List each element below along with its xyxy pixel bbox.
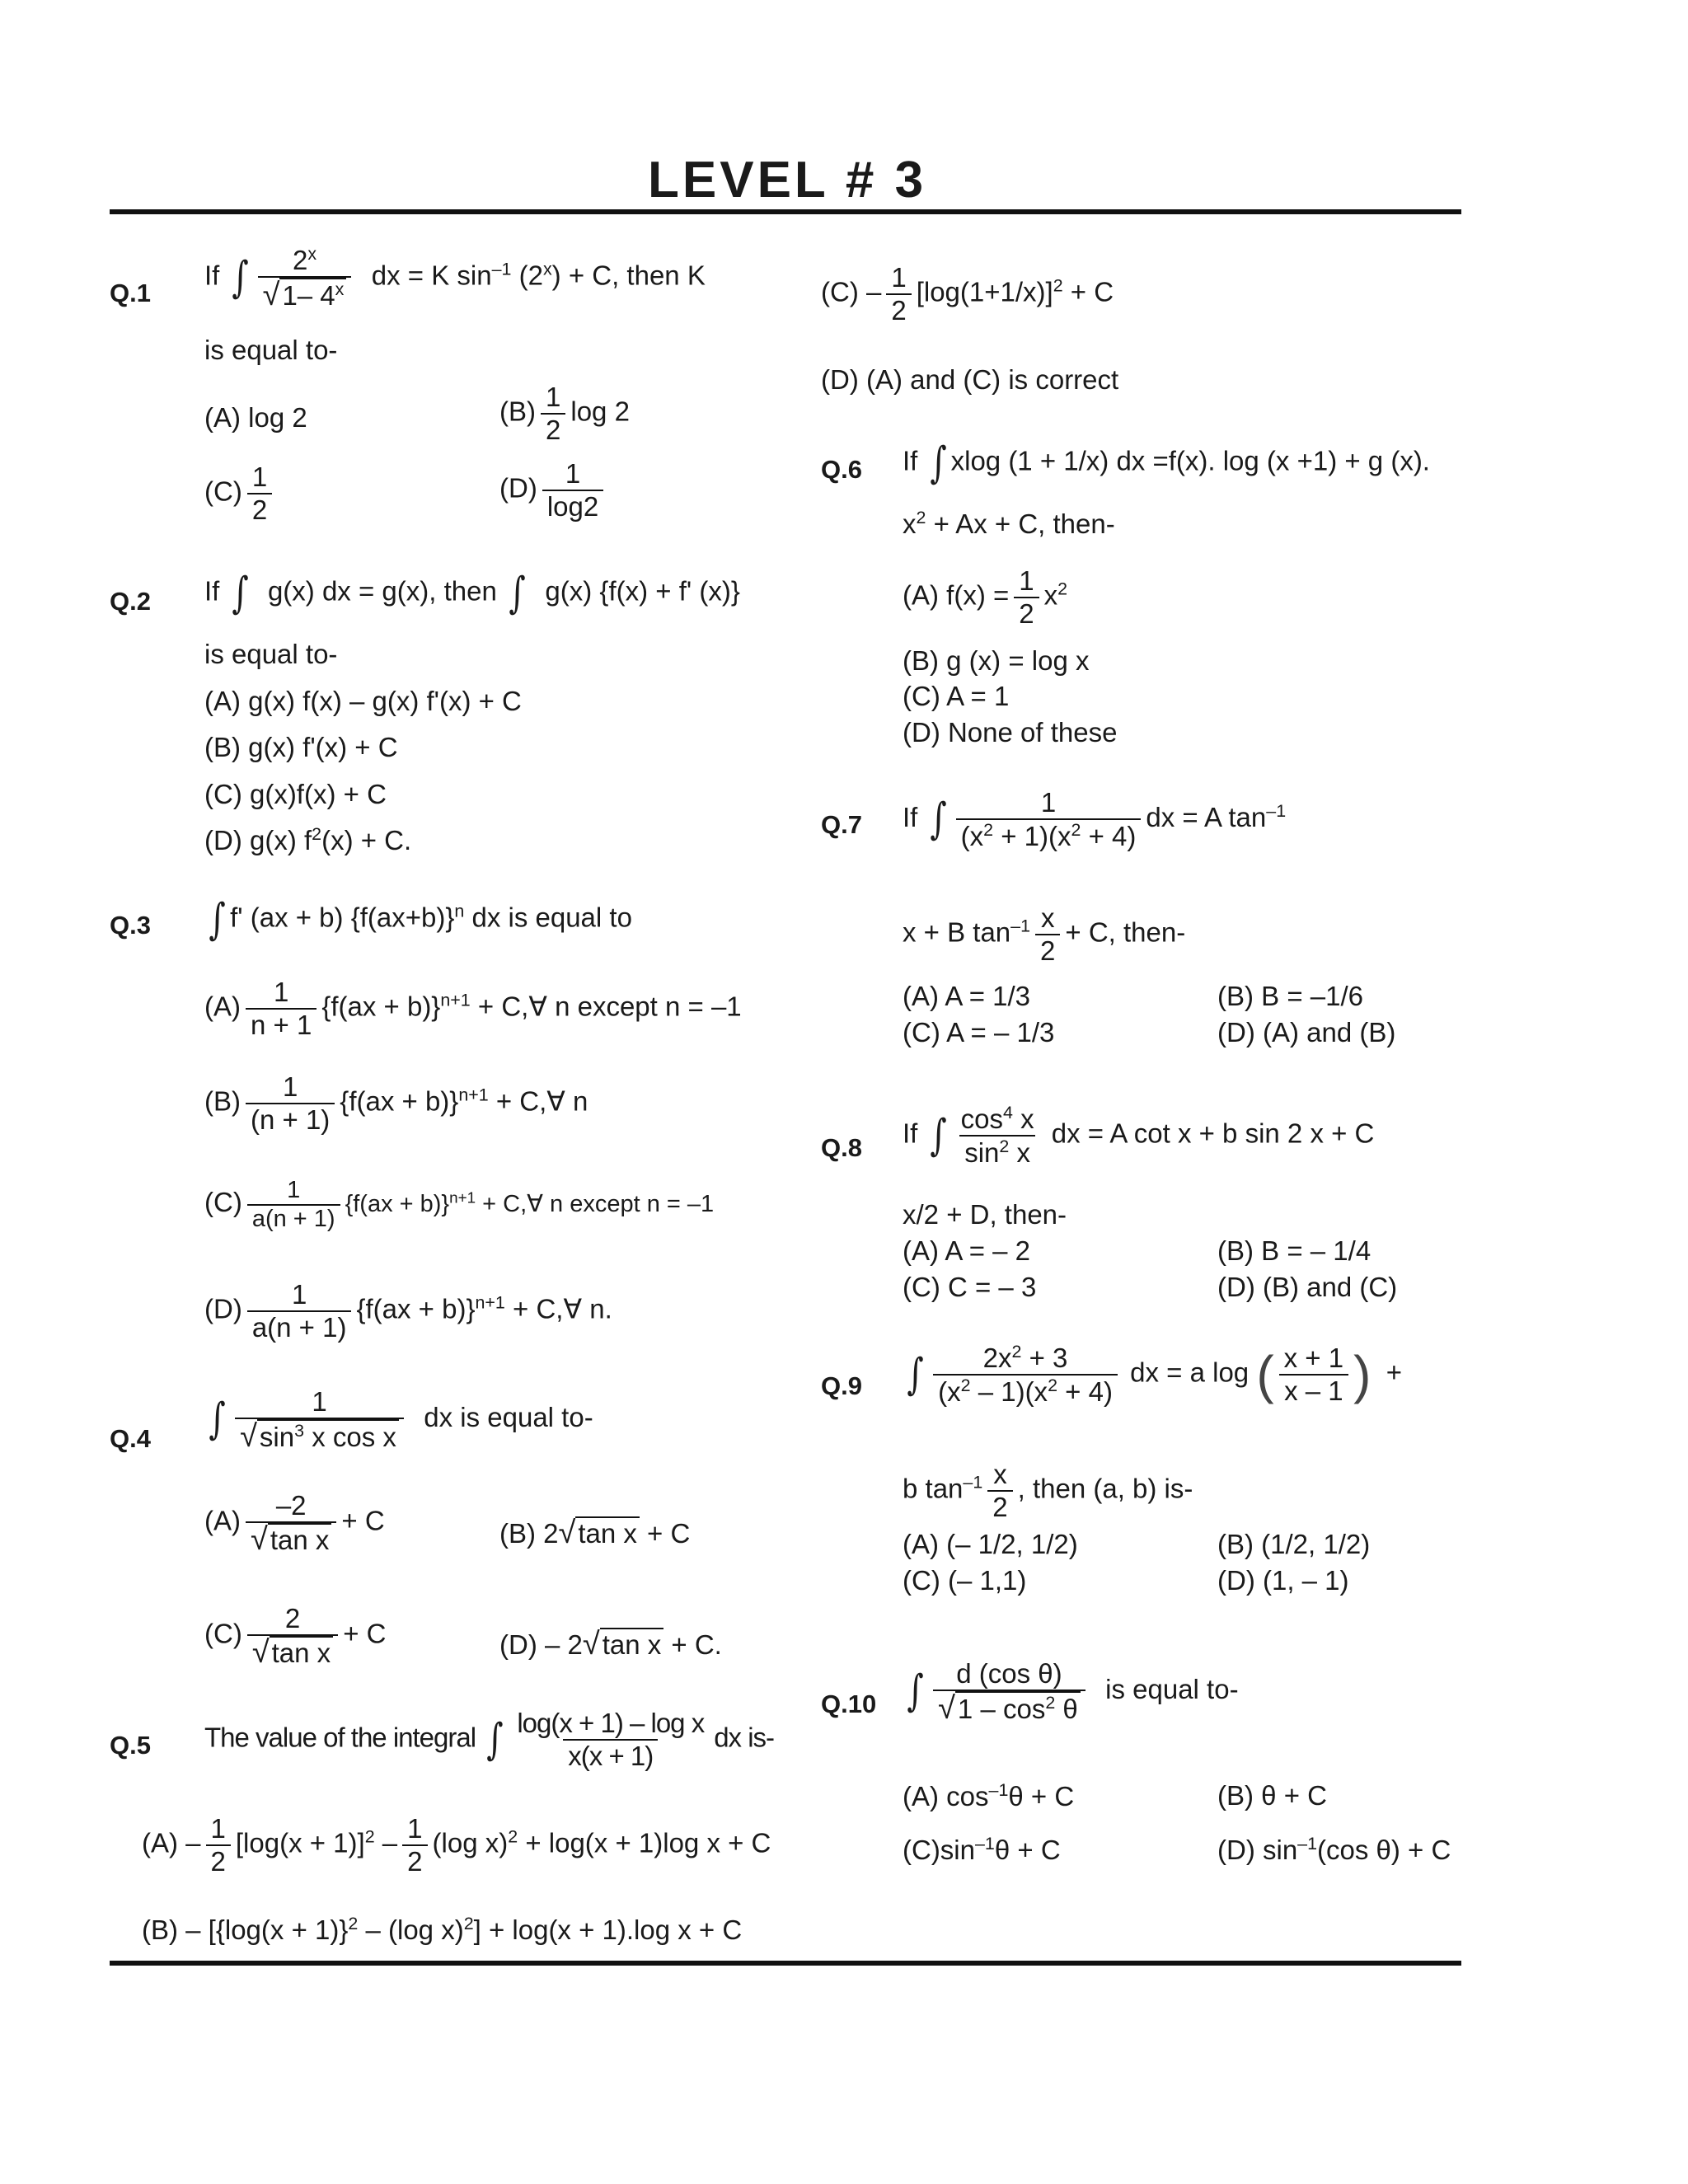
q9-option-a: (A) (– 1/2, 1/2) bbox=[903, 1529, 1078, 1559]
q6-line2: $x^2 + Ax + C$, then- bbox=[903, 508, 1115, 539]
q6-stem: If ∫ xlog (1 + 1/x) dx =f(x). log (x +1) + g (x). bbox=[903, 438, 1430, 488]
q9-number: Q.9 bbox=[821, 1371, 862, 1400]
q5-number: Q.5 bbox=[110, 1731, 151, 1760]
q4-number: Q.4 bbox=[110, 1424, 151, 1453]
q8-option-c: (C) C = – 3 bbox=[903, 1272, 1037, 1302]
q4-option-c: (C) 2 √ tan x + C bbox=[204, 1603, 387, 1670]
q8-number: Q.8 bbox=[821, 1133, 862, 1162]
q6-number: Q.6 bbox=[821, 455, 862, 484]
q5-option-c: (C) – $\frac{1}{2}$ $[\log(1+1/x)]^2 + C$ bbox=[821, 262, 1114, 326]
q3-stem: ∫ f' (ax + b) $\{f(ax+b)\}^n$ dx is equal to bbox=[209, 895, 632, 944]
q10-stem: ∫ d (cos θ) √ $1 - \cos^2 \theta$ is equal to- bbox=[907, 1658, 1239, 1726]
q2-stem: If ∫ g(x) dx = g(x), then ∫ g(x) {f(x) + f' (x)} bbox=[204, 569, 740, 618]
bottom-rule bbox=[110, 1961, 1461, 1966]
q3-option-b: (B) $\frac{1}{(n + 1)}$ $\{f(ax + b)\}^{n+1}$ + C,∀ n bbox=[204, 1071, 588, 1135]
q6-option-c: (C) A = 1 bbox=[903, 681, 1010, 711]
q5-option-a: (A) – $\frac{1}{2}$ $[\log(x + 1)]^2$ – $\frac{1}{2}$ (log x)$^2$ + log(x + 1)log x + C bbox=[142, 1813, 771, 1877]
q2-option-a: (A) g(x) f(x) – g(x) f'(x) + C bbox=[204, 686, 522, 716]
q10-option-d: (D) $\sin^{-1}(\cos$ θ) + C bbox=[1217, 1834, 1451, 1865]
q5-stem: The value of the integral ∫ $\frac{\text{log(x + 1) – log x}}{x(x + 1)}$ dx is- bbox=[204, 1708, 775, 1771]
q4-option-a: (A) –2 √ tan x + C bbox=[204, 1490, 385, 1557]
q3-option-a: (A) $\frac{1}{n + 1}$ $\{f(ax + b)\}^{n+1}$ + C,∀ n except n = –1 bbox=[204, 977, 742, 1040]
q2-option-c: (C) g(x)f(x) + C bbox=[204, 779, 387, 809]
q6-option-a: (A) f(x) = $\frac{1}{2}$ $x^2$ bbox=[903, 565, 1068, 629]
q8-option-b: (B) B = – 1/4 bbox=[1217, 1235, 1372, 1266]
q4-stem: ∫ 1 √ $\sin^3 x$ cos x dx is equal to- bbox=[209, 1386, 593, 1454]
q1-option-a: (A) log 2 bbox=[204, 402, 307, 433]
q2-option-b: (B) g(x) f'(x) + C bbox=[204, 732, 398, 762]
q9-option-b: (B) (1/2, 1/2) bbox=[1217, 1529, 1371, 1559]
q4-option-d: (D) – 2 √ tan x + C. bbox=[499, 1627, 722, 1662]
q5-option-b: $(B) - [\{\log(x + 1)\}^2 - (\log$ x)$^2$] + log(x + 1).log x + C bbox=[142, 1914, 743, 1945]
q5-option-d: (D) (A) and (C) is correct bbox=[821, 364, 1119, 395]
q1-option-b: (B) $\frac{1}{2}$ log 2 bbox=[499, 382, 630, 445]
q7-number: Q.7 bbox=[821, 810, 862, 839]
q7-option-c: (C) A = – 1/3 bbox=[903, 1017, 1055, 1047]
page-title: LEVEL # 3 bbox=[648, 152, 927, 209]
q7-line2: x + B $\tan^{-1}$ $\frac{x}{2}$ + C, then- bbox=[903, 902, 1186, 966]
q9-line2: b $\tan^{-1}$ $\frac{x}{2}$ , then (a, b) is- bbox=[903, 1459, 1193, 1522]
q1-stem: If ∫ 2$^x$ √ 1– 4$^x$ dx = K $\sin^{-1} (2^x) + C$, then K bbox=[204, 244, 706, 312]
q7-option-b: (B) B = –1/6 bbox=[1217, 981, 1364, 1011]
q2-number: Q.2 bbox=[110, 587, 151, 616]
q2-tail: is equal to- bbox=[204, 639, 338, 669]
q1-number: Q.1 bbox=[110, 279, 151, 307]
q7-stem: If ∫ $\frac{1}{(x^2 + 1)(x^2 + 4)}$ dx = A $\tan^{-1}$ bbox=[903, 787, 1287, 851]
q1-option-c: (C) $\frac{1}{2}$ bbox=[204, 462, 277, 526]
q8-stem: If ∫ $\frac{\cos^4 x}{\sin^2 x}$ dx = A cot x + b sin 2 x + C bbox=[903, 1103, 1375, 1168]
q1-option-d: (D) $\frac{1}{\log 2}$ bbox=[499, 458, 608, 523]
q6-option-d: (D) None of these bbox=[903, 717, 1118, 748]
q1-tail: is equal to- bbox=[204, 335, 338, 365]
q7-option-a: (A) A = 1/3 bbox=[903, 981, 1031, 1011]
q2-option-d: (D) g(x) $f^2(x) + C$. bbox=[204, 824, 412, 855]
q3-option-c: (C) $\frac{1}{a(n + 1)}$ $\{f(ax + b)\}^{n+1}$ + C,∀ n except n = –1 bbox=[204, 1177, 715, 1233]
q8-option-d: (D) (B) and (C) bbox=[1217, 1272, 1398, 1302]
q9-option-c: (C) (– 1,1) bbox=[903, 1565, 1027, 1596]
q10-option-a: (A) $\cos^{-1}\theta + C$ bbox=[903, 1780, 1075, 1811]
top-rule bbox=[110, 209, 1461, 214]
q9-stem: ∫ $\frac{2x^2 + 3}{(x^2 - 1)(x^2 + 4)}$ dx = a log ( $\frac{x + 1}{x - 1}$ ) + bbox=[907, 1342, 1403, 1407]
q10-option-b: (B) θ + C bbox=[1217, 1780, 1327, 1811]
q8-line2: x/2 + D, then- bbox=[903, 1199, 1067, 1230]
q6-option-b: (B) g (x) = log x bbox=[903, 645, 1090, 676]
integral-sign: ∫ bbox=[231, 252, 249, 302]
q10-option-c: $(C)\sin^{-1}\theta + C$ bbox=[903, 1834, 1061, 1865]
q10-number: Q.10 bbox=[821, 1690, 877, 1718]
q1-fraction: 2$^x$ √ 1– 4$^x$ bbox=[258, 244, 352, 312]
q3-option-d: (D) $\frac{1}{a(n + 1)}$ $\{f(ax + b)\}^{n+1}$ + C,∀ n. bbox=[204, 1279, 612, 1343]
q3-number: Q.3 bbox=[110, 911, 151, 940]
q8-option-a: (A) A = – 2 bbox=[903, 1235, 1031, 1266]
q7-option-d: (D) (A) and (B) bbox=[1217, 1017, 1396, 1047]
q9-option-d: (D) (1, – 1) bbox=[1217, 1565, 1349, 1596]
q4-option-b: (B) 2 √ tan x + C bbox=[499, 1516, 691, 1551]
